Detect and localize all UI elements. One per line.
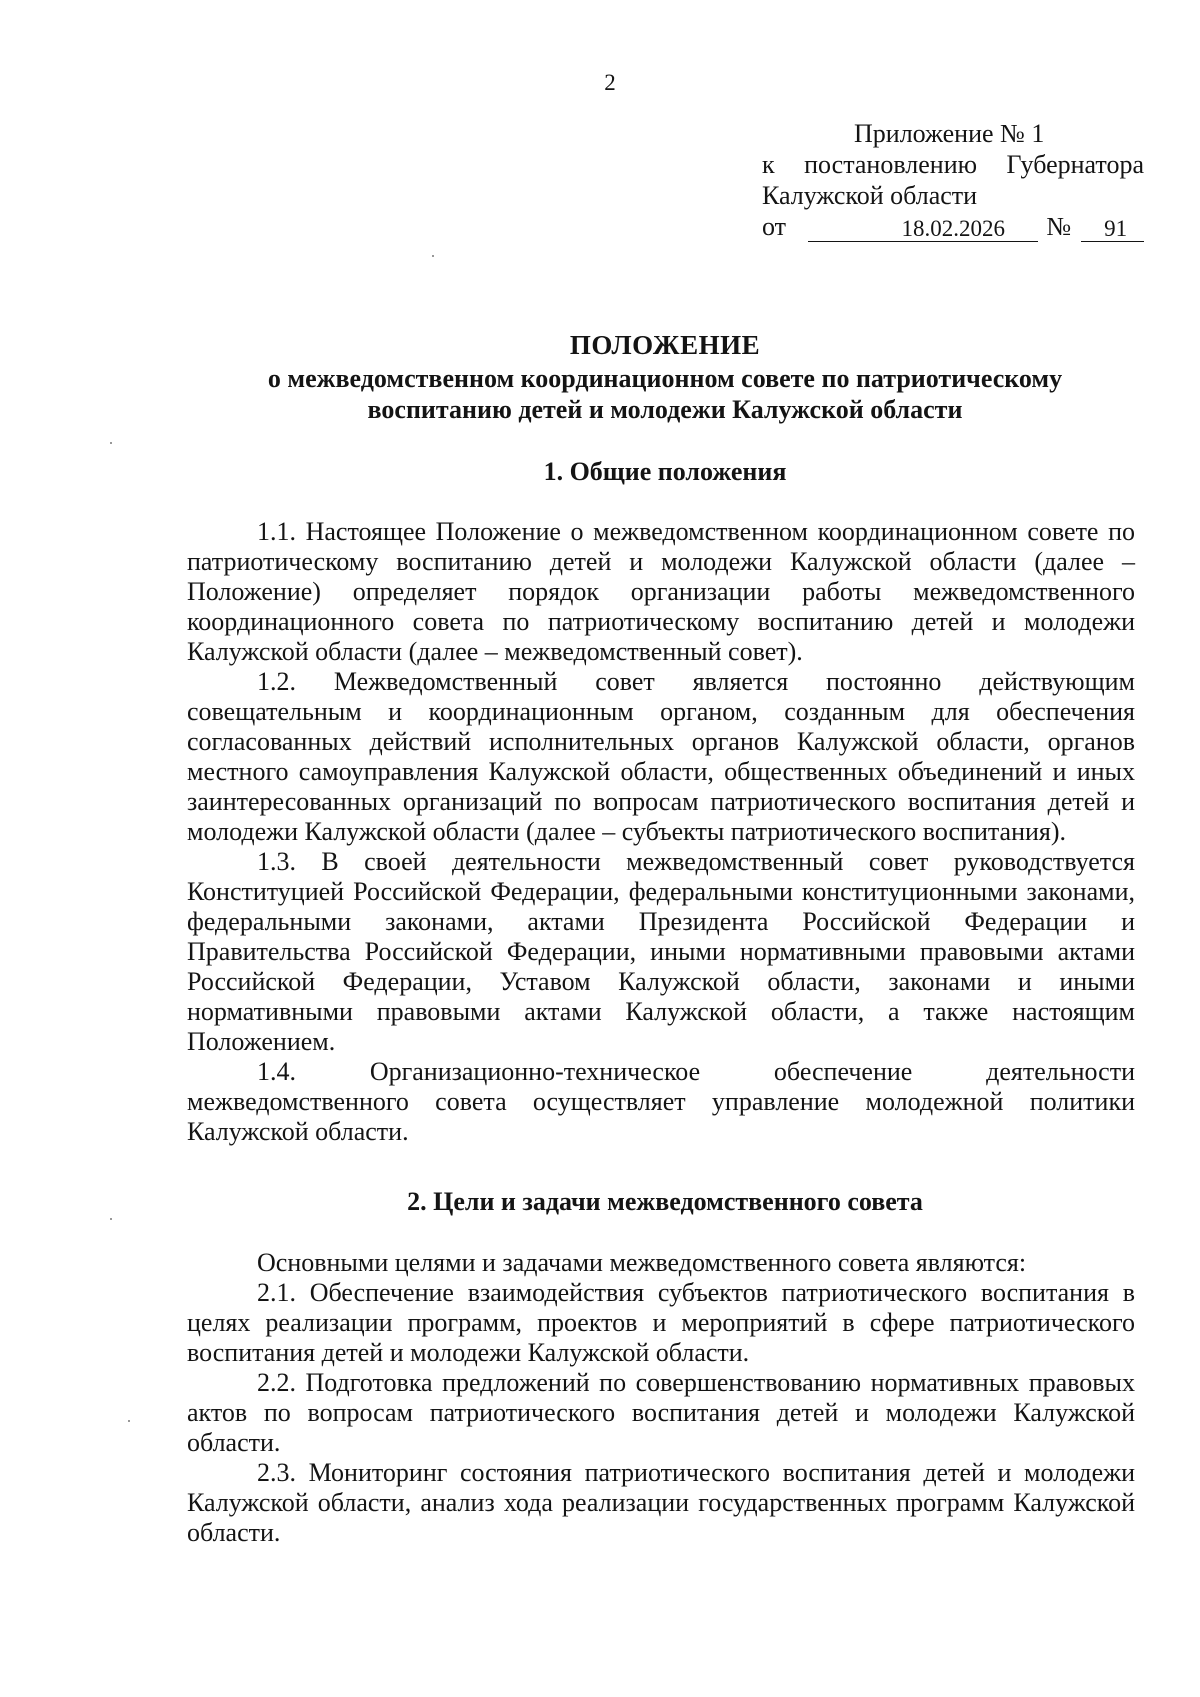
- appendix-reference-k: к: [762, 150, 775, 179]
- appendix-title: Приложение № 1: [854, 119, 1045, 148]
- appendix-reference: [762, 149, 1144, 180]
- appendix-reference-governor: Губернатора: [1006, 150, 1144, 179]
- title-main: ПОЛОЖЕНИЕ: [569, 330, 761, 360]
- scan-speck: [432, 255, 434, 257]
- paragraph-1-4: 1.4. Организационно-техническое обеспечение деятельности межведомственного совета осуществляет управление молодежной политики Калужской области.: [187, 1057, 1135, 1146]
- paragraph-2-3: 2.3. Мониторинг состояния патриотического воспитания детей и молодежи Калужской области, анализ хода реализации государственных программ Калужской области.: [187, 1458, 1135, 1547]
- number-value: 91: [1081, 216, 1144, 242]
- paragraph-1-1: 1.1. Настоящее Положение о межведомственном координационном совете по патриотическому воспитанию детей и молодежи Калужской области (далее – Положение) определяет порядок организации работы межведомственного координационного совета по патриотическому воспитанию детей и молодежи Калужской области (далее – межведомственный совет).: [187, 517, 1135, 666]
- date-value: 18.02.2026: [808, 216, 1038, 242]
- title-subtitle-line2: воспитанию детей и молодежи Калужской области: [367, 395, 963, 424]
- document-title: [140, 330, 1190, 425]
- date-prefix: от: [762, 212, 787, 241]
- section-goals-body: [187, 1248, 1135, 1548]
- appendix-reference-decree: постановлению: [804, 150, 978, 179]
- section-general-body: [187, 517, 1135, 1147]
- page-number: 2: [604, 70, 616, 95]
- appendix-date-row: [762, 211, 1144, 242]
- scan-speck: [110, 1218, 112, 1220]
- paragraph-goals-intro: Основными целями и задачами межведомственного совета являются:: [257, 1248, 1027, 1277]
- paragraph-2-2: 2.2. Подготовка предложений по совершенствованию нормативных правовых актов по вопросам патриотического воспитания детей и молодежи Калужской области.: [187, 1368, 1135, 1457]
- scan-speck: [110, 442, 112, 444]
- scan-speck: [128, 1420, 130, 1422]
- paragraph-1-2: 1.2. Межведомственный совет является постоянно действующим совещательным и координационным органом, созданным для обеспечения согласованных действий исполнительных органов Калужской области, органов местного самоуправления Калужской области, общественных объединений и иных заинтересованных организаций по вопросам патриотического воспитания детей и молодежи Калужской области (далее – субъекты патриотического воспитания).: [187, 667, 1135, 846]
- number-prefix: №: [1046, 212, 1072, 241]
- title-subtitle-line1: о межведомственном координационном совете по патриотическому: [267, 364, 1063, 393]
- section-heading-goals: 2. Цели и задачи межведомственного совета: [407, 1187, 923, 1216]
- appendix-stamp: [762, 118, 1144, 242]
- paragraph-2-1: 2.1. Обеспечение взаимодействия субъектов патриотического воспитания в целях реализации программ, проектов и мероприятий в сфере патриотического воспитания детей и молодежи Калужской области.: [187, 1278, 1135, 1367]
- appendix-region: Калужской области: [762, 181, 978, 210]
- paragraph-1-3: 1.3. В своей деятельности межведомственный совет руководствуется Конституцией Российской Федерации, федеральными конституционными законами, федеральными законами, актами Президента Российской Федерации и Правительства Российской Федерации, иными нормативными правовыми актами Российской Федерации, Уставом Калужской области, законами и иными нормативными правовыми актами Калужской области, а также настоящим Положением.: [187, 847, 1135, 1056]
- section-heading-general: 1. Общие положения: [543, 457, 787, 486]
